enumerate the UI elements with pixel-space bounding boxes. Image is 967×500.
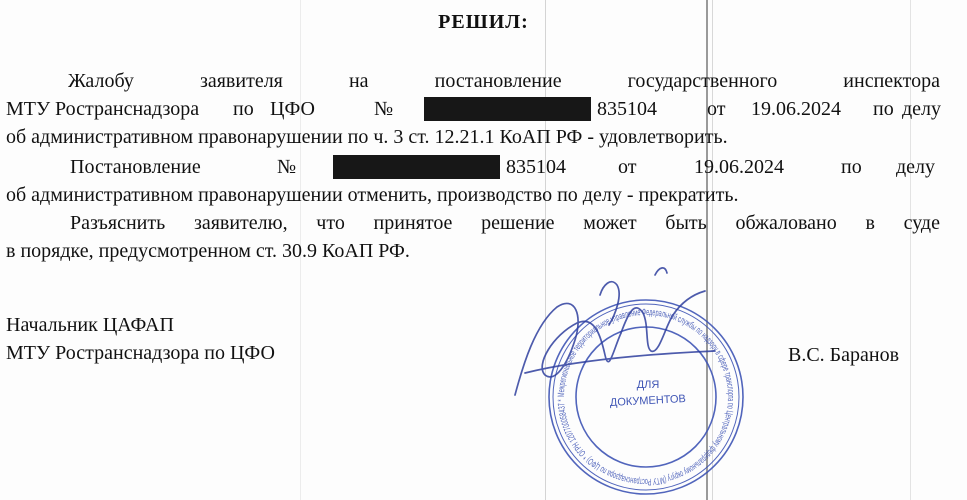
word: заявителю, — [193, 212, 288, 234]
word: по — [873, 98, 894, 120]
section-heading: РЕШИЛ: — [438, 11, 529, 33]
redaction-block — [424, 97, 591, 121]
case-number-suffix: 835104 — [597, 98, 657, 120]
word: от — [618, 156, 637, 178]
paragraph-3-line-1 — [6, 211, 940, 235]
word: может — [583, 212, 637, 234]
signatory-name: В.С. Баранов — [788, 344, 900, 366]
word: МТУ — [6, 98, 51, 120]
signatory-position-line-1: Начальник ЦАФАП — [6, 314, 174, 336]
date: 19.06.2024 — [751, 98, 841, 120]
word: принятое — [373, 212, 453, 234]
word: суде — [903, 212, 940, 234]
word: Разъяснить — [70, 212, 166, 234]
word: № — [277, 156, 297, 178]
word: по — [841, 156, 862, 178]
word: № — [374, 98, 394, 120]
handwritten-signature — [505, 255, 725, 430]
word: на — [348, 70, 369, 92]
signatory-position-line-2: МТУ Ространснадзора по ЦФО — [6, 342, 275, 364]
paragraph-1-line-3: об административном правонарушении по ч. 3 ст. 12.21.1 КоАП РФ - удовлетворить. — [6, 126, 728, 148]
word: решение — [481, 212, 555, 234]
stamp-center-line-2: ДОКУМЕНТОВ — [609, 393, 687, 409]
word: ЦФО — [270, 98, 315, 120]
stamp-ring-textpath: Межрегиональное территориальное управление Федеральной службы по надзору в сфере транспорта по Центральному федеральному округу (МТУ Ространснадзора по ЦФО) * ОГРН 1207700058437 * — [554, 305, 738, 489]
word: государственного — [627, 70, 778, 92]
case-number-suffix: 835104 — [506, 156, 566, 178]
word: быть — [665, 212, 707, 234]
word: инспектора — [843, 70, 940, 92]
word: делу — [902, 98, 942, 120]
word: по — [233, 98, 254, 120]
word: в — [865, 212, 875, 234]
word: что — [316, 212, 345, 234]
word: постановление — [434, 70, 562, 92]
stamp-center-line-1: ДЛЯ — [636, 379, 660, 391]
word: делу — [896, 156, 936, 178]
word: Жалобу — [68, 70, 134, 92]
word: обжаловано — [735, 212, 837, 234]
paragraph-3-line-2: в порядке, предусмотренном ст. 30.9 КоАП РФ. — [6, 240, 410, 262]
date: 19.06.2024 — [694, 156, 784, 178]
word: Ространснадзора — [55, 98, 200, 120]
word: Постановление — [70, 156, 201, 178]
paragraph-1-line-1 — [6, 69, 940, 93]
paragraph-2-line-2: об административном правонарушении отменить, производство по делу - прекратить. — [6, 184, 739, 206]
word: заявителя — [199, 70, 283, 92]
redaction-block — [333, 155, 500, 179]
word: от — [707, 98, 726, 120]
